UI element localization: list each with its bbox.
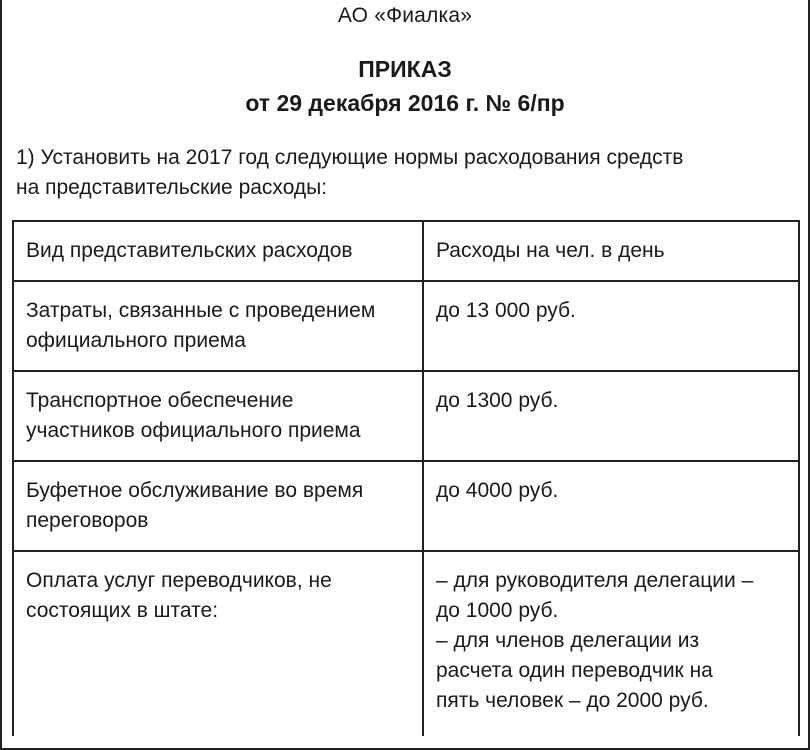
table-row xyxy=(13,281,799,371)
expense-type-cell xyxy=(13,281,423,371)
cell-text: переговоров xyxy=(26,509,149,532)
expense-type-cell xyxy=(13,461,423,551)
cost-cell xyxy=(423,281,799,371)
cell-text: участников официального приема xyxy=(26,419,361,442)
cell-text: расчета один переводчик на xyxy=(436,659,713,682)
table-row xyxy=(13,371,799,461)
cell-text: состоящих в штате: xyxy=(26,599,219,622)
cell-text: пять человек – до 2000 руб. xyxy=(436,689,709,712)
intro-line: на представительские расходы: xyxy=(16,176,328,199)
expense-type-cell xyxy=(13,371,423,461)
intro-paragraph xyxy=(16,143,796,203)
cell-text: до 1300 руб. xyxy=(436,389,559,412)
cost-cell xyxy=(423,371,799,461)
cell-text: до 1000 руб. xyxy=(436,599,559,622)
cell-text: Затраты, связанные с проведением xyxy=(26,299,376,322)
cell-text: Транспортное обеспечение xyxy=(26,389,294,412)
cost-cell xyxy=(423,461,799,551)
order-date-number: от 29 декабря 2016 г. № 6/пр xyxy=(245,90,565,116)
expense-type-cell xyxy=(13,551,423,736)
table-row xyxy=(13,461,799,551)
header-cell-text: Вид представительских расходов xyxy=(26,239,353,262)
cell-text: – для руководителя делегации – xyxy=(436,569,754,592)
cell-text: Оплата услуг переводчиков, не xyxy=(26,569,332,592)
cost-cell xyxy=(423,551,799,736)
cell-text: до 4000 руб. xyxy=(436,479,559,502)
expense-norms-table xyxy=(12,220,800,736)
header-cost-per-person xyxy=(423,221,799,281)
cell-text: до 13 000 руб. xyxy=(436,299,576,322)
order-title: ПРИКАЗ xyxy=(358,56,452,82)
header-expense-type xyxy=(13,221,423,281)
cell-text: официального приема xyxy=(26,329,246,352)
cell-text: – для членов делегации из xyxy=(436,629,700,652)
table-header-row xyxy=(13,221,799,281)
header-cell-text: Расходы на чел. в день xyxy=(436,239,665,262)
cell-text: Буфетное обслуживание во время xyxy=(26,479,364,502)
table-row xyxy=(13,551,799,736)
company-name: АО «Фиалка» xyxy=(337,4,473,27)
intro-line: 1) Установить на 2017 год следующие нормы расходования средств xyxy=(16,146,684,169)
